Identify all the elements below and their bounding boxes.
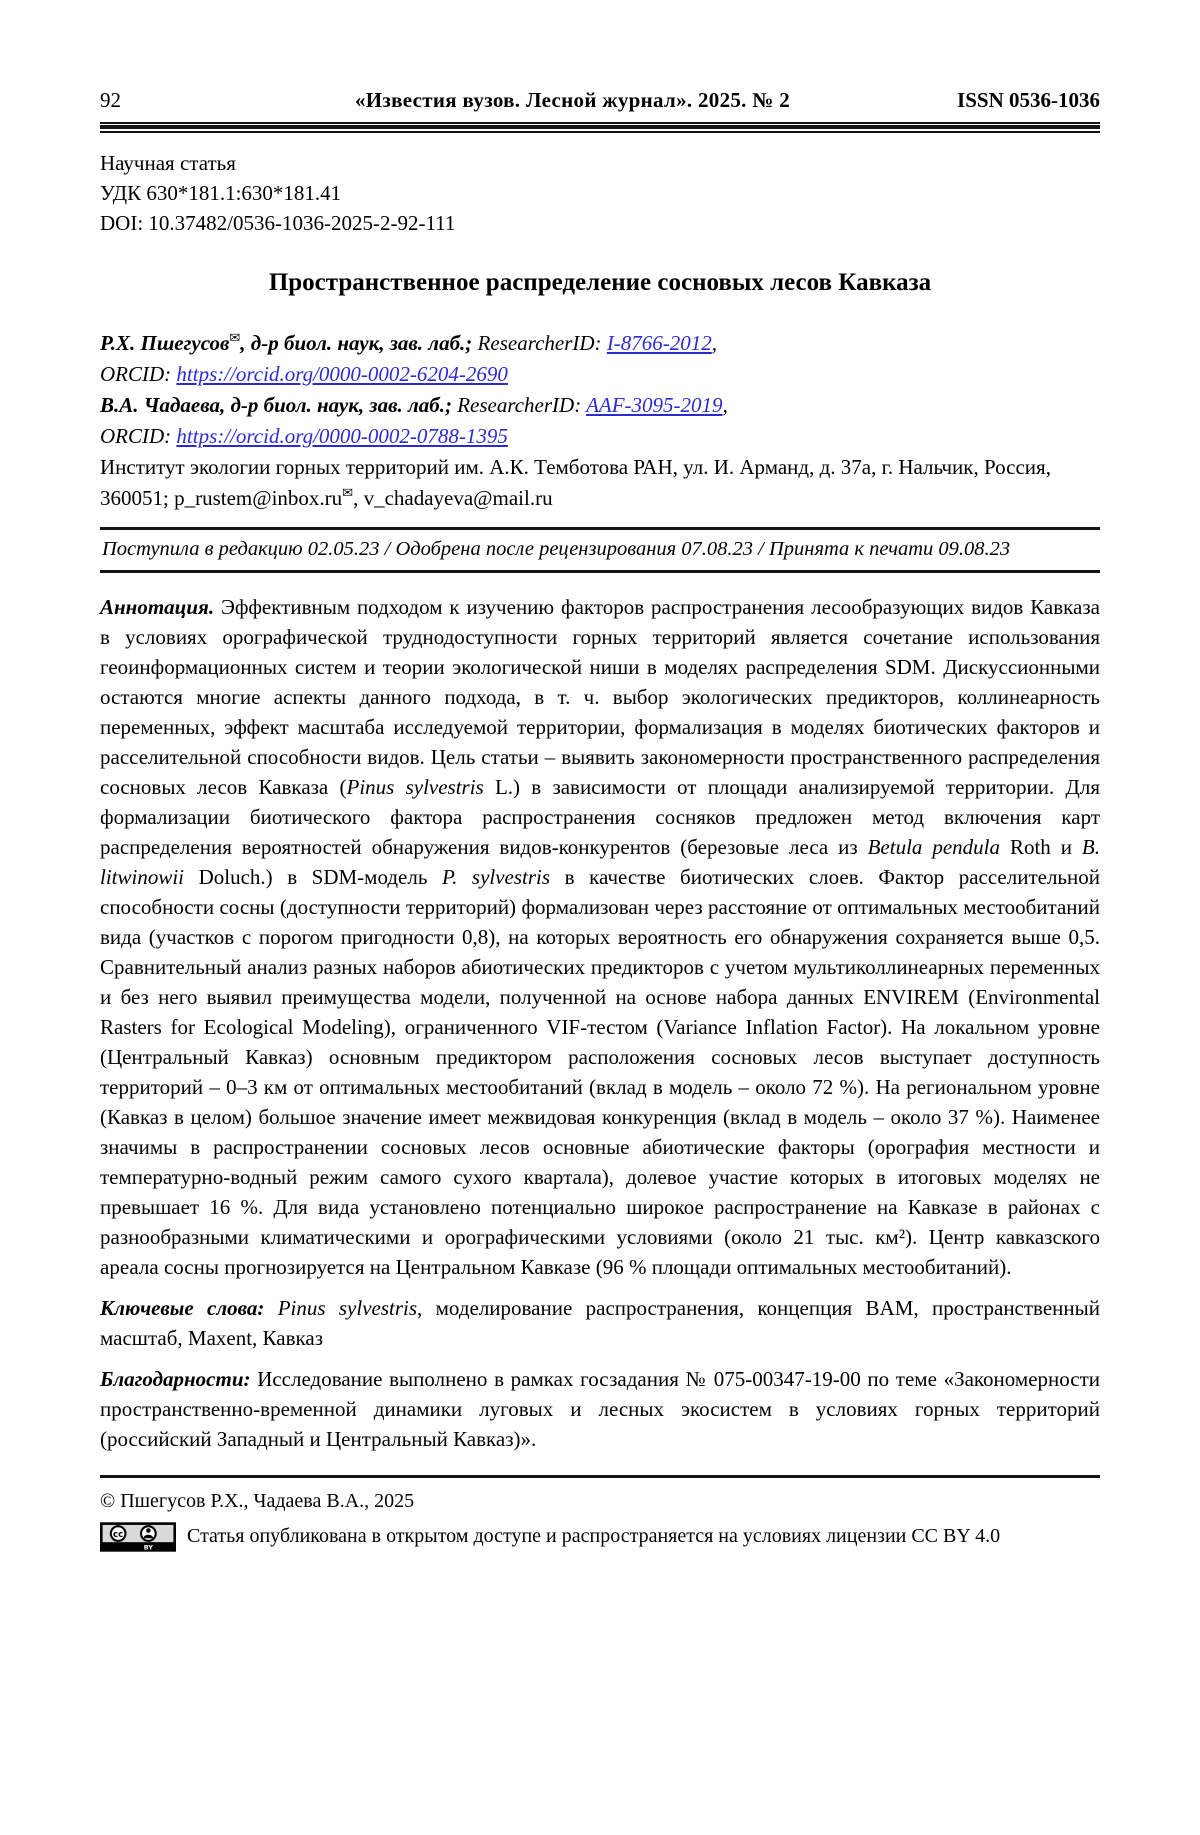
text-run: Pinus sylvestris: [346, 774, 484, 799]
text-run: Эффективным подходом к изучению факторов распространения лесообразующих видов Кавказа в условиях орографической труднодоступности горных территорий является сочетание использования геоинформационных систем и теории экологической ниши в моделях распределения SDM. Дискуссионными остаются многие аспекты данного подхода, в т. ч. выбор экологических предикторов, коллинеарность переменных, эффект масштаба исследуемой территории, формализация в моделях биотических факторов и расселительной способности видов. Цель статьи – выявить закономерности пространственного распределения сосновых лесов Кавказа (: [100, 594, 1100, 799]
author-line: [100, 328, 1100, 359]
text-run: , v_chadayeva@mail.ru: [353, 485, 553, 510]
researcherid-link-1[interactable]: I-8766-2012: [606, 330, 712, 355]
doi: DOI: 10.37482/0536-1036-2025-2-92-111: [100, 210, 456, 235]
text-run: Doluch.) в SDM-модель: [184, 864, 442, 889]
running-head: [100, 88, 1100, 113]
author-line: [100, 359, 1100, 390]
issn: ISSN 0536-1036: [957, 88, 1100, 112]
abstract-paragraph: [100, 592, 1100, 1282]
text-run: P. sylvestris: [441, 864, 551, 889]
author-name-1: Р.Х. Пшегусов: [100, 330, 230, 355]
journal-title: «Известия вузов. Лесной журнал». 2025. № 2: [354, 88, 791, 112]
acknowledgements-label: Благодарности:: [100, 1366, 258, 1391]
authors-block: [100, 328, 1100, 514]
udc-code: УДК 630*181.1:630*181.41: [100, 180, 342, 205]
author-line: [100, 421, 1100, 452]
separator-rule-bottom: [100, 570, 1100, 573]
text-run: ,: [711, 330, 718, 355]
page-number: 92: [100, 88, 121, 112]
mail-icon: ✉: [342, 485, 354, 501]
cc-label: cc: [113, 1529, 124, 1540]
footer-rule: [100, 1475, 1100, 1478]
text-run: ,: [722, 392, 728, 417]
text-run: ResearcherID:: [477, 330, 607, 355]
text-run: в качестве биотических слоев. Фактор расселительной способности сосны (доступности территорий) формализован через расстояние от оптимальных местообитаний вида (участков с порогом пригодности 0,8), на которых вероятность его обнаружения сохраняется выше 0,5. Сравнительный анализ разных наборов абиотических предикторов с учетом мультиколлинеарных переменных и без него выявил преимущества модели, полученной на основе набора данных ENVIREM (Environmental Rasters for Ecological Modeling), ограниченного VIF-тестом (Variance Inflation Factor). На локальном уровне (Центральный Кавказ) основным предиктором расположения сосновых лесов выступает доступность территорий – 0–3 км от оптимальных местообитаний (вклад в модель – около 72 %). На региональном уровне (Кавказ в целом) большое значение имеет межвидовая конкуренция (вклад в модель – около 37 %). Наименее значимы в распространении сосновых лесов основные абиотические факторы (орография местности и температурно-водный режим самого сухого квартала), долевое участие которых в итоговых моделях не превышает 16 %. Для вида установлено потенциально широкое распространение на Кавказе в районах с разнообразными климатическими и орографическими условиями (около 21 тыс. км²). Центр кавказского ареала сосны прогнозируется на Центральном Кавказе (96 % площади оптимальных местообитаний).: [100, 864, 1100, 1279]
keywords-label: Ключевые слова:: [100, 1295, 278, 1320]
text-run: , д-р биол. наук, зав. лаб.;: [240, 330, 478, 355]
copyright-line: © Пшегусов Р.Х., Чадаева В.А., 2025: [100, 1489, 415, 1512]
author-name-2: В.А. Чадаева, д-р биол. наук, зав. лаб.;: [100, 392, 458, 417]
author-line: [100, 390, 1100, 421]
text-run: ORCID:: [100, 423, 177, 448]
orcid-link-1[interactable]: https://orcid.org/0000-0002-6204-2690: [176, 361, 508, 386]
mail-icon: ✉: [229, 330, 241, 346]
by-label: BY: [143, 1543, 153, 1552]
header-rule: [100, 122, 1100, 133]
cc-by-badge-icon: [100, 1522, 176, 1552]
affiliation: [100, 452, 1100, 514]
orcid-link-2[interactable]: https://orcid.org/0000-0002-0788-1395: [176, 423, 508, 448]
text-run: B. litwinowii: [100, 834, 1100, 889]
keywords-paragraph: [100, 1293, 1100, 1353]
affiliation-text: Институт экологии горных территорий им. А.К. Темботова РАН, ул. И. Арманд, д. 37а, г. Нальчик, Россия, 360051; p_rustem@inbox.ru: [100, 454, 1051, 510]
text-run: Исследование выполнено в рамках госзадания № 075-00347-19-00 по теме «Закономерности пространственно-временной динамики луговых и лесных экосистем в условиях горных территорий (российский Западный и Центральный Кавказ)».: [100, 1366, 1101, 1451]
page-footer: [100, 1475, 1100, 1552]
text-run: L.) в зависимости от площади анализируемой территории. Для формализации биотического фактора распространения сосняков предложен метод включения карт распределения вероятностей обнаружения видов-конкурентов (березовые леса из: [100, 774, 1100, 859]
license-row: [100, 1522, 1100, 1552]
abstract-label: Аннотация.: [100, 594, 221, 619]
text-run: Betula pendula: [867, 834, 1001, 859]
license-text: Статья опубликована в открытом доступе и распространяется на условиях лицензии CC BY 4.0: [187, 1525, 1001, 1547]
acknowledgements-paragraph: [100, 1364, 1100, 1454]
text-run: Pinus sylvestris: [277, 1295, 418, 1320]
dates-line: Поступила в редакцию 02.05.23 / Одобрена после рецензирования 07.08.23 / Принята к печати 09.08.23: [102, 537, 1011, 560]
article-type: Научная статья: [100, 150, 236, 175]
article-meta: [100, 148, 1100, 238]
text-run: Roth и: [1000, 834, 1082, 859]
text-run: ResearcherID:: [457, 392, 587, 417]
researcherid-link-2[interactable]: AAF-3095-2019: [586, 392, 723, 417]
text-run: , моделирование распространения, концепция BAM, пространственный масштаб, Maxent, Кавказ: [100, 1295, 1100, 1350]
article-title: Пространственное распределение сосновых лесов Кавказа: [268, 268, 932, 296]
text-run: ORCID:: [100, 361, 177, 386]
dates-block: [100, 527, 1100, 573]
